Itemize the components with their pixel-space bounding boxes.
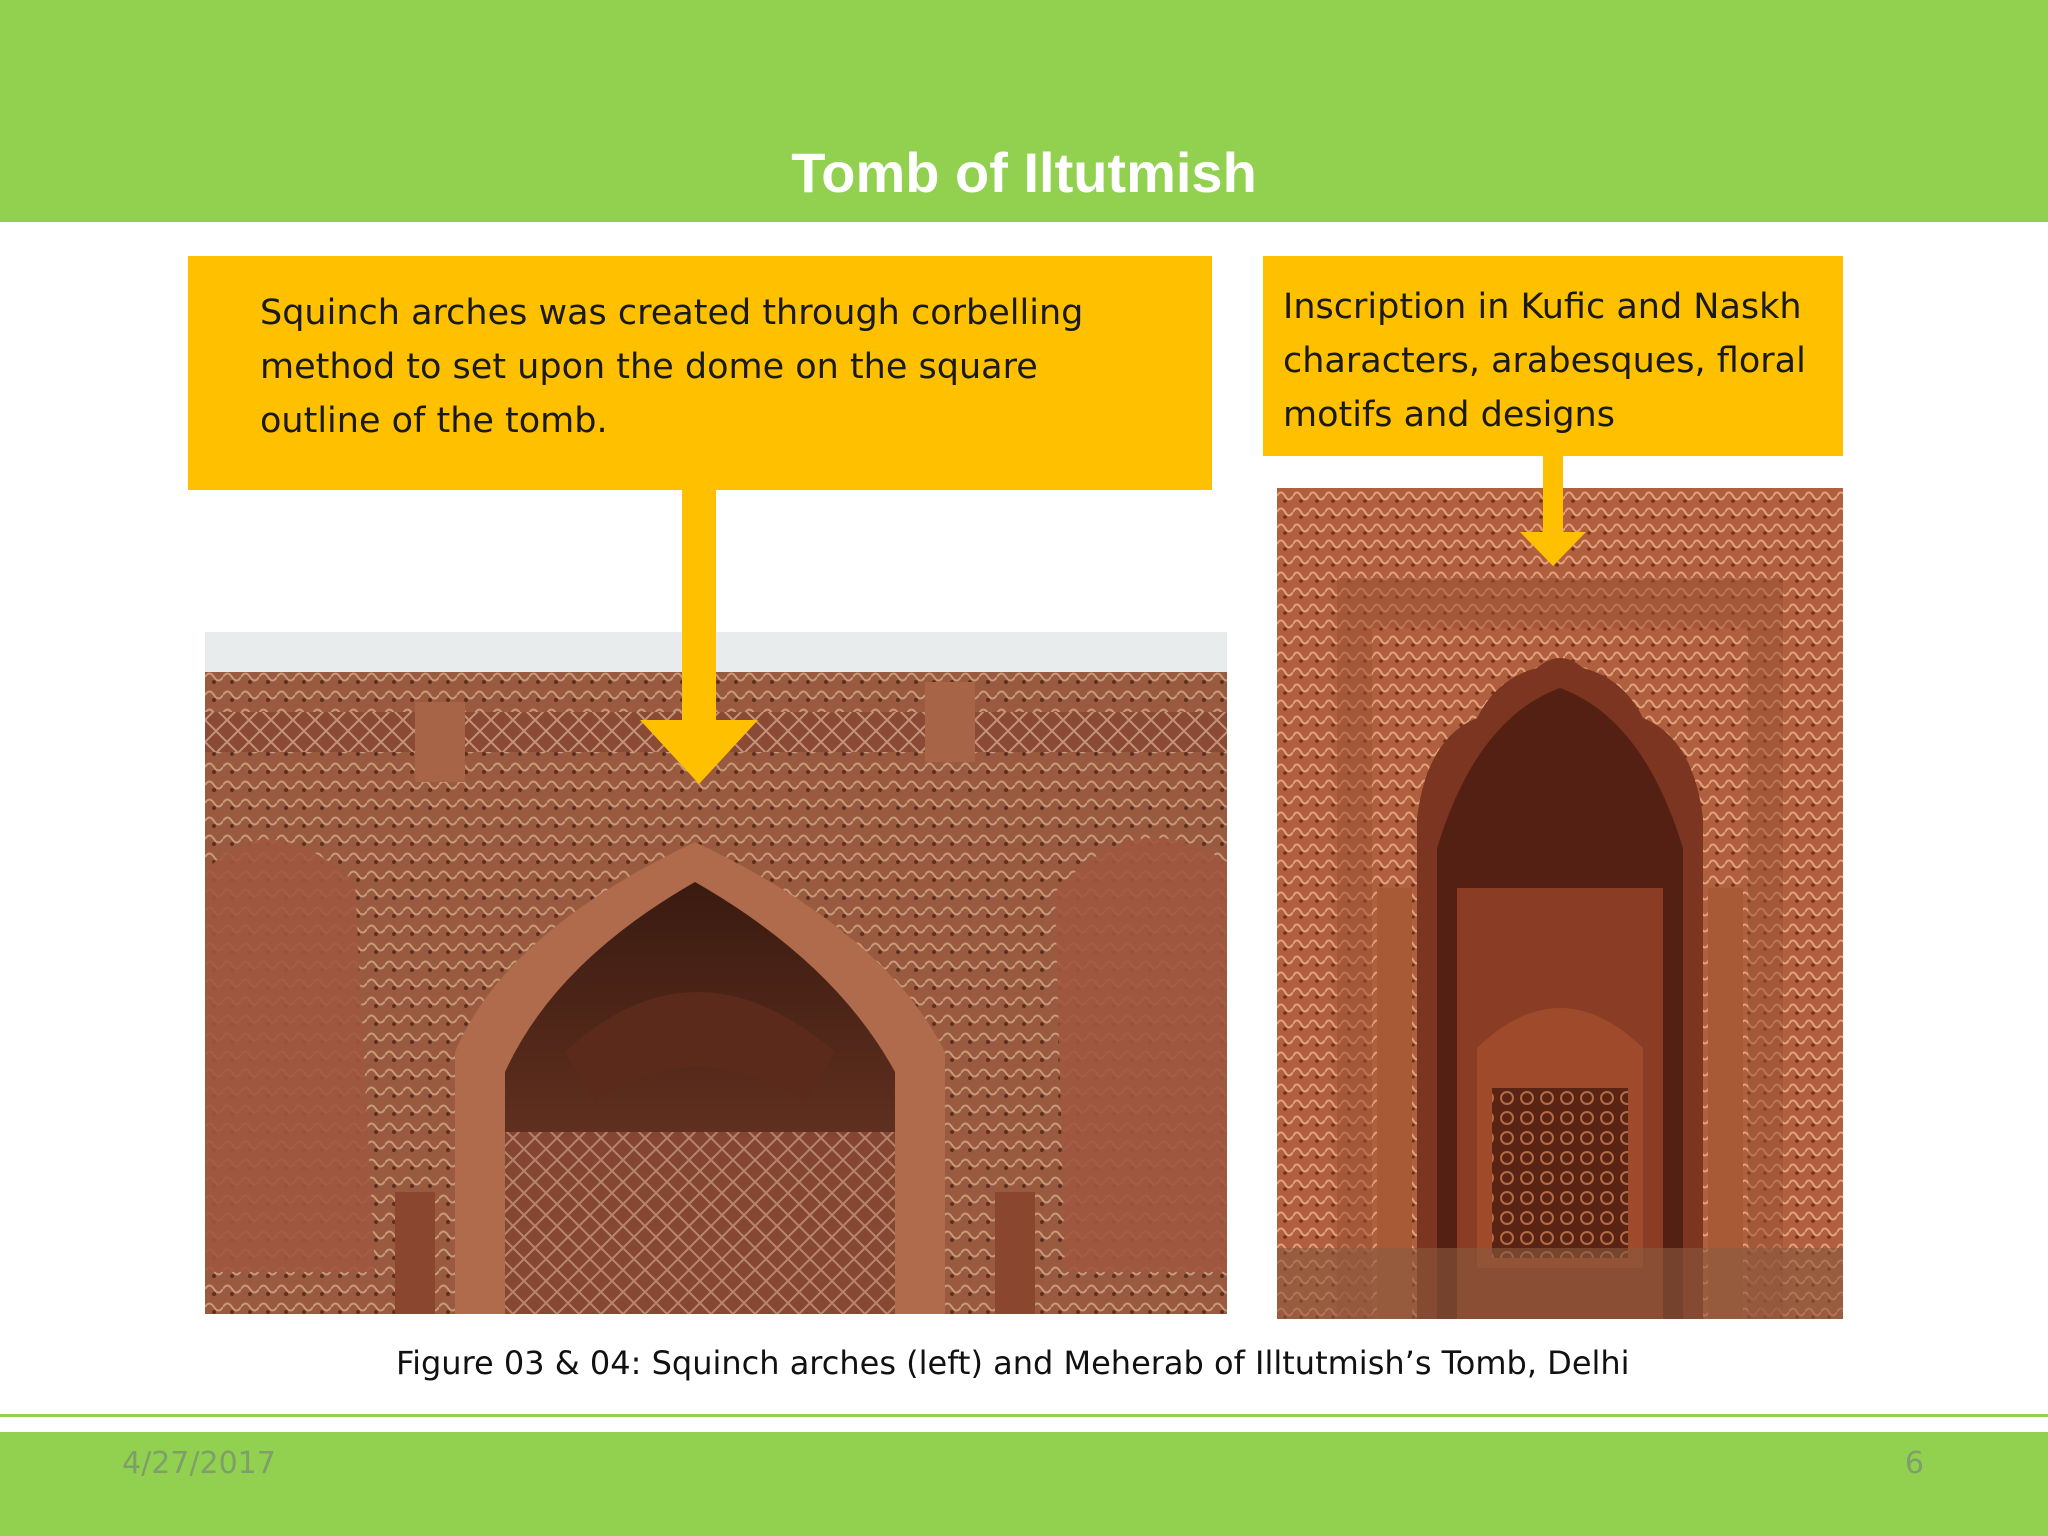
callout-line: Squinch arches was created through corbelling (260, 293, 1084, 333)
callout-line: characters, arabesques, floral (1283, 341, 1806, 381)
callout-line: method to set upon the dome on the square (260, 347, 1038, 387)
slide-number: 6 (1904, 1446, 1924, 1481)
callout-line: motifs and designs (1283, 395, 1615, 435)
slide-date: 4/27/2017 (122, 1446, 276, 1481)
squinch-callout-box (188, 256, 1212, 490)
slide-title: Tomb of Iltutmish (791, 141, 1257, 204)
callout-line: outline of the tomb. (260, 401, 608, 441)
figure-caption: Figure 03 & 04: Squinch arches (left) and Meherab of Illtutmish’s Tomb, Delhi (396, 1344, 1630, 1382)
callout-line: Inscription in Kufic and Naskh (1283, 287, 1802, 327)
footer-band (0, 1432, 2048, 1536)
squinch-arches-photo (205, 632, 1227, 1314)
meherab-photo (1277, 488, 1843, 1319)
footer-divider (0, 1414, 2048, 1417)
inscription-callout-box (1263, 256, 1843, 456)
